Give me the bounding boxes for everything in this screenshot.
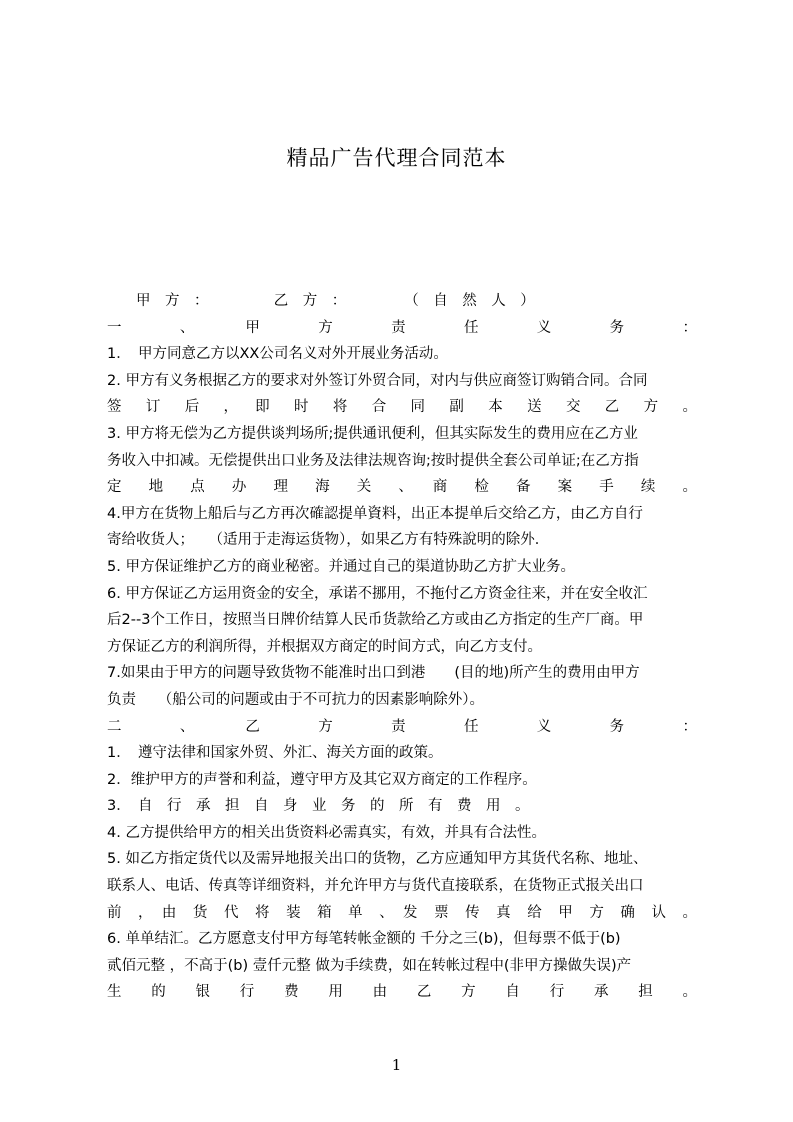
text-line: 1． 甲方同意乙方以XX公司名义对外开展业务活动。 xyxy=(107,346,448,363)
text-line: 签 订 后 ， 即 时 将 合 同 副 本 送 交 乙 方 。 xyxy=(107,399,697,416)
text-line: 定 地 点 办 理 海 关 、 商 检 备 案 手 续 。 xyxy=(107,479,697,496)
text-line: 寄给收货人； （适用于走海运货物），如果乙方有特殊說明的除外． xyxy=(107,532,550,549)
text-line: 4. 乙方提供给甲方的相关出货资料必需真实，有效，并具有合法性。 xyxy=(107,824,546,841)
text-line: 联系人、电话、传真等详细资料，并允许甲方与货代直接联系，在货物正式报关出口 xyxy=(107,878,644,895)
text-line: 后2--3个工作日，按照当日牌价结算人民币货款给乙方或由乙方指定的生产厂商。甲 xyxy=(107,612,644,629)
text-line: 3． 自 行 承 担 自 身 业 务 的 所 有 费 用 。 xyxy=(107,798,530,815)
section-heading-2: 二 、 乙 方 责 任 义 务 ： xyxy=(107,718,697,735)
text-line: 方保证乙方的利润所得，并根据双方商定的时间方式，向乙方支付。 xyxy=(107,638,542,655)
text-line: 生 的 银 行 费 用 由 乙 方 自 行 承 担 。 xyxy=(107,984,697,1001)
text-line: 4.甲方在货物上船后与乙方再次確認提单資料，出正本提单后交给乙方，由乙方自行 xyxy=(107,505,643,522)
text-line: 负责 （船公司的问题或由于不可抗力的因素影响除外）。 xyxy=(107,691,484,708)
text-line: 3. 甲方将无偿为乙方提供谈判场所;提供通讯便利，但其实际发生的费用应在乙方业 xyxy=(107,425,638,442)
text-line: 贰佰元整 ，不高于(b) 壹仟元整 做为手续费，如在转帐过程中(非甲方操做失误)产 xyxy=(107,957,632,974)
text-line: 5. 甲方保证维护乙方的商业秘密。并通过自己的渠道协助乙方扩大业务。 xyxy=(107,558,575,575)
section-heading-1: 一 、 甲 方 责 任 义 务 ： xyxy=(107,319,697,336)
text-line: 6. 甲方保证乙方运用资金的安全，承诺不挪用，不拖付乙方资金往来，并在安全收汇 xyxy=(107,585,648,602)
text-line: 7.如果由于甲方的问题导致货物不能准时出口到港 (目的地)所产生的费用由甲方 xyxy=(107,665,640,682)
page-number: 1 xyxy=(391,1056,402,1074)
document-body xyxy=(107,288,697,1006)
text-line: 6. 单单结汇。乙方愿意支付甲方每笔转帐金额的 千分之三(b)，但每票不低于(b) xyxy=(107,931,621,948)
party-line: 甲 方 ： 乙 方 ： （ 自 然 人 ） xyxy=(107,293,535,309)
text-line: 1． 遵守法律和国家外贸、外汇、海关方面的政策。 xyxy=(107,745,443,762)
text-line: 前 ， 由 货 代 将 装 箱 单 、 发 票 传 真 给 甲 方 确 认 。 xyxy=(107,904,697,921)
text-line: 务收入中扣减。无偿提供出口业务及法律法规咨询;按时提供全套公司单证;在乙方指 xyxy=(107,452,639,469)
document-title: 精品广告代理合同范本 xyxy=(286,146,507,170)
text-line: 2．维护甲方的声誉和利益，遵守甲方及其它双方商定的工作程序。 xyxy=(107,771,537,788)
text-line: 2. 甲方有义务根据乙方的要求对外签订外贸合同，对内与供应商签订购销合同。合同 xyxy=(107,372,648,389)
text-line: 5. 如乙方指定货代以及需异地报关出口的货物，乙方应通知甲方其货代名称、地址、 xyxy=(107,851,648,868)
